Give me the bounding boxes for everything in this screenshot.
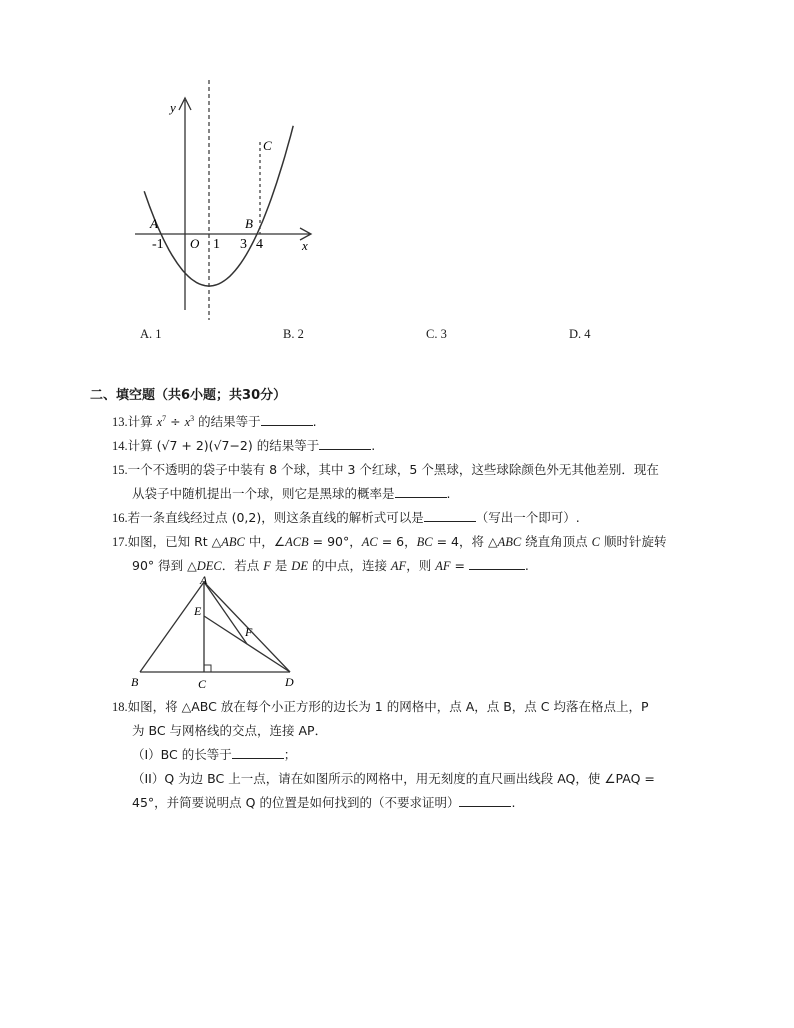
question-14: 14.计算 (√7 + 2)(√7−2) 的结果等于 . <box>112 438 376 453</box>
question-17-line1: 17.如图，已知 Rt △ABC 中，∠ACB = 90°，AC = 6，BC = 4，将 △ABC 绕直角顶点 C 顺时针旋转 <box>112 534 667 549</box>
point-b-label: B <box>245 216 253 231</box>
vertex-a-label: A <box>200 576 208 587</box>
point-a-label: A <box>150 216 158 231</box>
option-a[interactable]: A. 1 <box>140 327 162 341</box>
tick-label: -1 <box>152 237 164 252</box>
question-15-line1: 15.一个不透明的袋子中装有 8 个球，其中 3 个红球，5 个黑球，这些球除颜色外无其他差别．现在 <box>112 462 659 477</box>
answer-blank[interactable] <box>424 509 476 522</box>
option-b[interactable]: B. 2 <box>283 327 304 341</box>
point-e-label: E <box>194 604 202 618</box>
point-f-label: F <box>245 625 253 639</box>
question-18-part2-line2: 45°，并简要说明点 Q 的位置是如何找到的（不要求证明） . <box>132 795 516 810</box>
triangle-figure <box>128 576 300 690</box>
tick-label: 4 <box>256 237 263 252</box>
question-18-line2: 为 BC 与网格线的交点，连接 AP． <box>132 723 328 738</box>
section-title: 二、填空题（共6小题；共30分） <box>90 388 287 403</box>
answer-blank[interactable] <box>459 794 511 807</box>
option-c[interactable]: C. 3 <box>426 327 447 341</box>
origin-label: O <box>190 236 200 251</box>
vertex-b-label: B <box>131 675 139 689</box>
question-16: 16.若一条直线经过点 (0,2)，则这条直线的解析式可以是 （写出一个即可）. <box>112 510 580 525</box>
answer-blank[interactable] <box>469 557 525 570</box>
x-axis-label: x <box>302 238 308 253</box>
question-15-line2: 从袋子中随机提出一个球，则它是黑球的概率是 . <box>132 486 451 501</box>
answer-blank[interactable] <box>261 413 313 426</box>
question-18-part1: （I）BC 的长等于 ； <box>132 747 297 762</box>
tick-label: 3 <box>240 237 247 252</box>
tick-label: 1 <box>213 237 220 252</box>
point-c-label: C <box>263 138 272 153</box>
parabola-graph <box>130 80 330 320</box>
vertex-d-label: D <box>285 675 294 689</box>
answer-blank[interactable] <box>319 437 371 450</box>
answer-blank[interactable] <box>232 746 284 759</box>
question-17-line2: 90° 得到 △DEC．若点 F 是 DE 的中点，连接 AF，则 AF = . <box>132 558 529 573</box>
option-d[interactable]: D. 4 <box>569 327 591 341</box>
y-axis-label: y <box>170 100 176 115</box>
question-13: 13.计算 $x^7 \div x^3$ 的结果等于 . <box>112 413 317 429</box>
vertex-c-label: C <box>198 677 207 690</box>
question-18-line1: 18.如图，将 △ABC 放在每个小正方形的边长为 1 的网格中，点 A，点 B，点 C 均落在格点上，P <box>112 699 649 714</box>
question-18-part2-line1: （II）Q 为边 BC 上一点，请在如图所示的网格中，用无刻度的直尺画出线段 AQ，使 ∠PAQ = <box>132 771 655 786</box>
answer-blank[interactable] <box>395 485 447 498</box>
